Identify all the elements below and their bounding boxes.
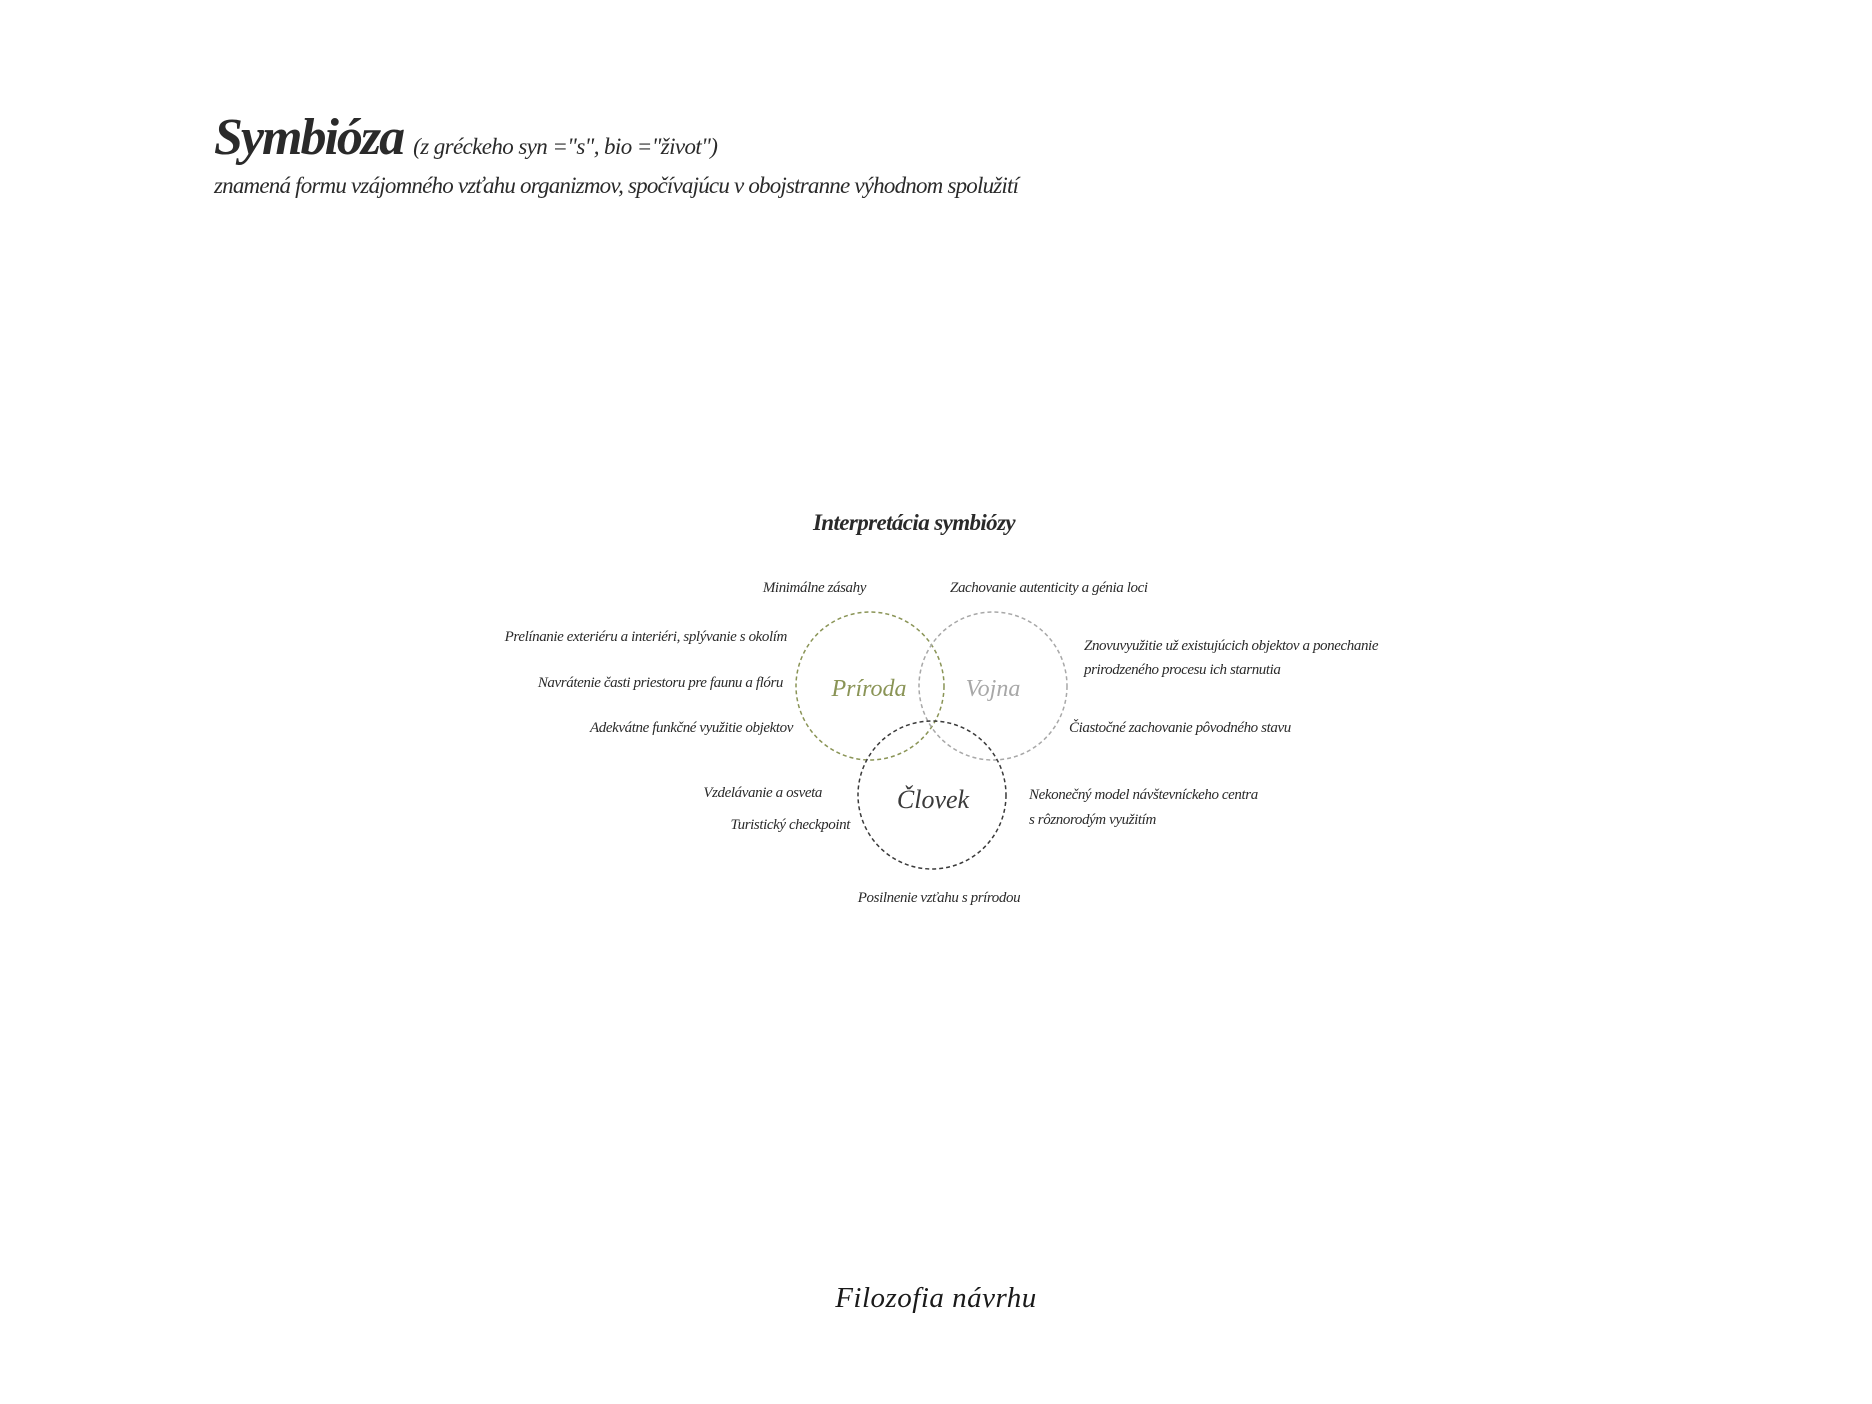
page-title: Symbióza xyxy=(214,109,404,166)
etymology-note: (z gréckeho syn ="s", bio ="život") xyxy=(413,134,718,159)
annotation-znovu-1: Znovuvyužitie už existujúcich objektov a ponechanie xyxy=(1084,638,1379,654)
annotation-zachovanie: Zachovanie autenticity a génia loci xyxy=(950,580,1148,596)
annotation-vzdelavanie: Vzdelávanie a osveta xyxy=(703,785,822,801)
definition-text: znamená formu vzájomného vzťahu organizmov, spočívajúcu v obojstranne výhodnom spolužití xyxy=(214,173,1019,198)
annotation-navratenie: Navrátenie časti priestoru pre faunu a flóru xyxy=(537,675,783,691)
diagram-title: Interpretácia symbiózy xyxy=(812,510,1016,535)
label-clovek: Človek xyxy=(896,785,970,814)
annotation-znovu-2: prirodzeného procesu ich starnutia xyxy=(1084,662,1281,678)
annotation-nekonecny-1: Nekonečný model návštevníckeho centra xyxy=(1029,787,1258,803)
label-vojna: Vojna xyxy=(965,676,1021,702)
annotation-posilnenie: Posilnenie vzťahu s prírodou xyxy=(857,890,1021,906)
annotation-nekonecny-2: s rôznorodým využitím xyxy=(1029,812,1156,828)
annotation-turisticky: Turistický checkpoint xyxy=(730,817,850,833)
footer-caption: Filozofia návrhu xyxy=(835,1282,1037,1314)
annotation-prelinanie: Prelínanie exteriéru a interiéri, splývanie s okolím xyxy=(504,629,787,645)
annotation-ciastocne: Čiastočné zachovanie pôvodného stavu xyxy=(1069,720,1291,736)
annotation-minimalne: Minimálne zásahy xyxy=(762,580,866,596)
label-priroda: Príroda xyxy=(831,676,907,702)
annotation-adekvatne: Adekvátne funkčné využitie objektov xyxy=(590,720,793,736)
